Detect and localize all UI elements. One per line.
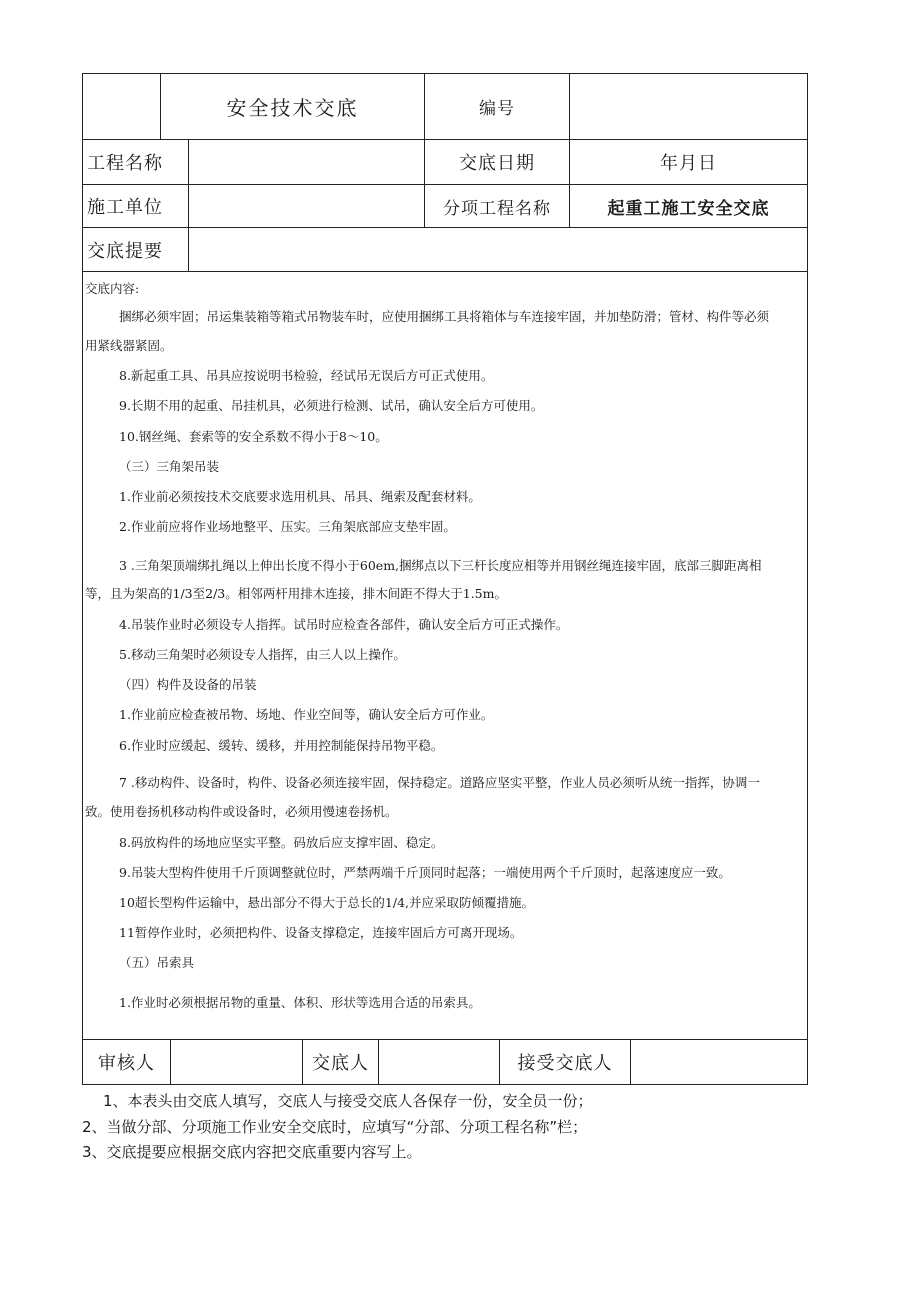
- content-line: 9.吊装大型构件使用千斤顶调整就位时，严禁两端千斤顶同时起落；一端使用两个千斤顶时，起落速度应一致。: [119, 865, 731, 880]
- content-line: 9.长期不用的起重、吊挂机具，必须进行检测、试吊，确认安全后方可使用。: [119, 398, 544, 413]
- content-line: 等，且为架高的1/3至2/3。相邻两杆用排木连接，排木间距不得大于1.5m。: [85, 586, 507, 601]
- construction-unit-label: 施工单位: [87, 197, 163, 218]
- note-line: 3、交底提要应根据交底内容把交底重要内容写上。: [82, 1143, 422, 1161]
- content-line: 11暂停作业时，必须把构件、设备支撑稳定，连接牢固后方可离开现场。: [119, 925, 523, 940]
- disclosure-content: [83, 272, 807, 1039]
- subproject-name-field[interactable]: 起重工施工安全交底: [607, 198, 770, 219]
- content-line: 8.码放构件的场地应坚实平整。码放后应支撑牢固、稳定。: [119, 835, 444, 850]
- content-line: （三）三角架吊装: [119, 459, 220, 474]
- content-line: （四）构件及设备的吊装: [119, 677, 257, 692]
- disclosure-date-field[interactable]: 年月日: [660, 153, 717, 174]
- construction-unit-field[interactable]: [189, 185, 424, 227]
- content-line: 致。使用卷扬机移动构件或设备时，必须用慢速卷扬机。: [85, 804, 398, 819]
- project-name-field[interactable]: [189, 140, 424, 184]
- subproject-name-label: 分项工程名称: [443, 198, 551, 219]
- content-line: 8.新起重工具、吊具应按说明书检验，经试吊无误后方可正式使用。: [119, 368, 494, 383]
- disclosure-date-label: 交底日期: [459, 153, 535, 174]
- reviewer-label: 审核人: [98, 1053, 155, 1074]
- receiver-label: 接受交底人: [517, 1053, 613, 1074]
- content-line: （五）吊索具: [119, 955, 195, 970]
- form-notes: [0, 1088, 920, 1168]
- content-line: 10.钢丝绳、套索等的安全系数不得小于8～10。: [119, 429, 388, 444]
- receiver-field[interactable]: [631, 1040, 807, 1084]
- discloser-field[interactable]: [379, 1040, 499, 1084]
- discloser-label: 交底人: [312, 1053, 369, 1074]
- content-line: 1.作业前应检查被吊物、场地、作业空间等，确认安全后方可作业。: [119, 707, 494, 722]
- content-line: 捆绑必须牢固；吊运集装箱等箱式吊物装车时，应使用捆绑工具将箱体与车连接牢固，并加垫防滑；管材、构件等必须: [119, 309, 770, 324]
- reviewer-field[interactable]: [171, 1040, 302, 1084]
- content-line: 1.作业前必须按技术交底要求选用机具、吊具、绳索及配套材料。: [119, 489, 481, 504]
- content-line: 2.作业前应将作业场地整平、压实。三角架底部应支垫牢固。: [119, 519, 456, 534]
- project-name-label: 工程名称: [87, 153, 163, 174]
- note-line: 1、本表头由交底人填写，交底人与接受交底人各保存一份，安全员一份；: [103, 1092, 593, 1110]
- form-title: 安全技术交底: [226, 96, 359, 120]
- number-field[interactable]: [570, 74, 807, 139]
- summary-field[interactable]: [189, 228, 807, 271]
- content-heading: 交底内容:: [85, 281, 140, 296]
- content-line: 6.作业时应缓起、缓转、缓移，并用控制能保持吊物平稳。: [119, 738, 444, 753]
- number-label: 编号: [479, 99, 515, 119]
- content-line: 10超长型构件运输中，悬出部分不得大于总长的1/4,并应采取防倾覆措施。: [119, 895, 534, 910]
- content-line: 7 .移动构件、设备时，构件、设备必须连接牢固，保持稳定。道路应坚实平整，作业人员必须听从统一指挥，协调一: [119, 775, 760, 790]
- content-line: 4.吊装作业时必须设专人指挥。试吊时应检查各部件，确认安全后方可正式操作。: [119, 617, 569, 632]
- note-line: 2、当做分部、分项施工作业安全交底时，应填写“分部、分项工程名称”栏；: [82, 1118, 588, 1136]
- summary-label: 交底提要: [87, 240, 163, 262]
- content-line: 用紧线器紧固。: [85, 338, 173, 353]
- content-line: 3 .三角架顶端绑扎绳以上伸出长度不得小于60em,捆绑点以下三杆长度应相等并用钢丝绳连接牢固，底部三脚距离相: [119, 558, 762, 573]
- content-line: 5.移动三角架时必须设专人指挥，由三人以上操作。: [119, 647, 406, 662]
- content-line: 1.作业时必须根据吊物的重量、体积、形状等选用合适的吊索具。: [119, 995, 481, 1010]
